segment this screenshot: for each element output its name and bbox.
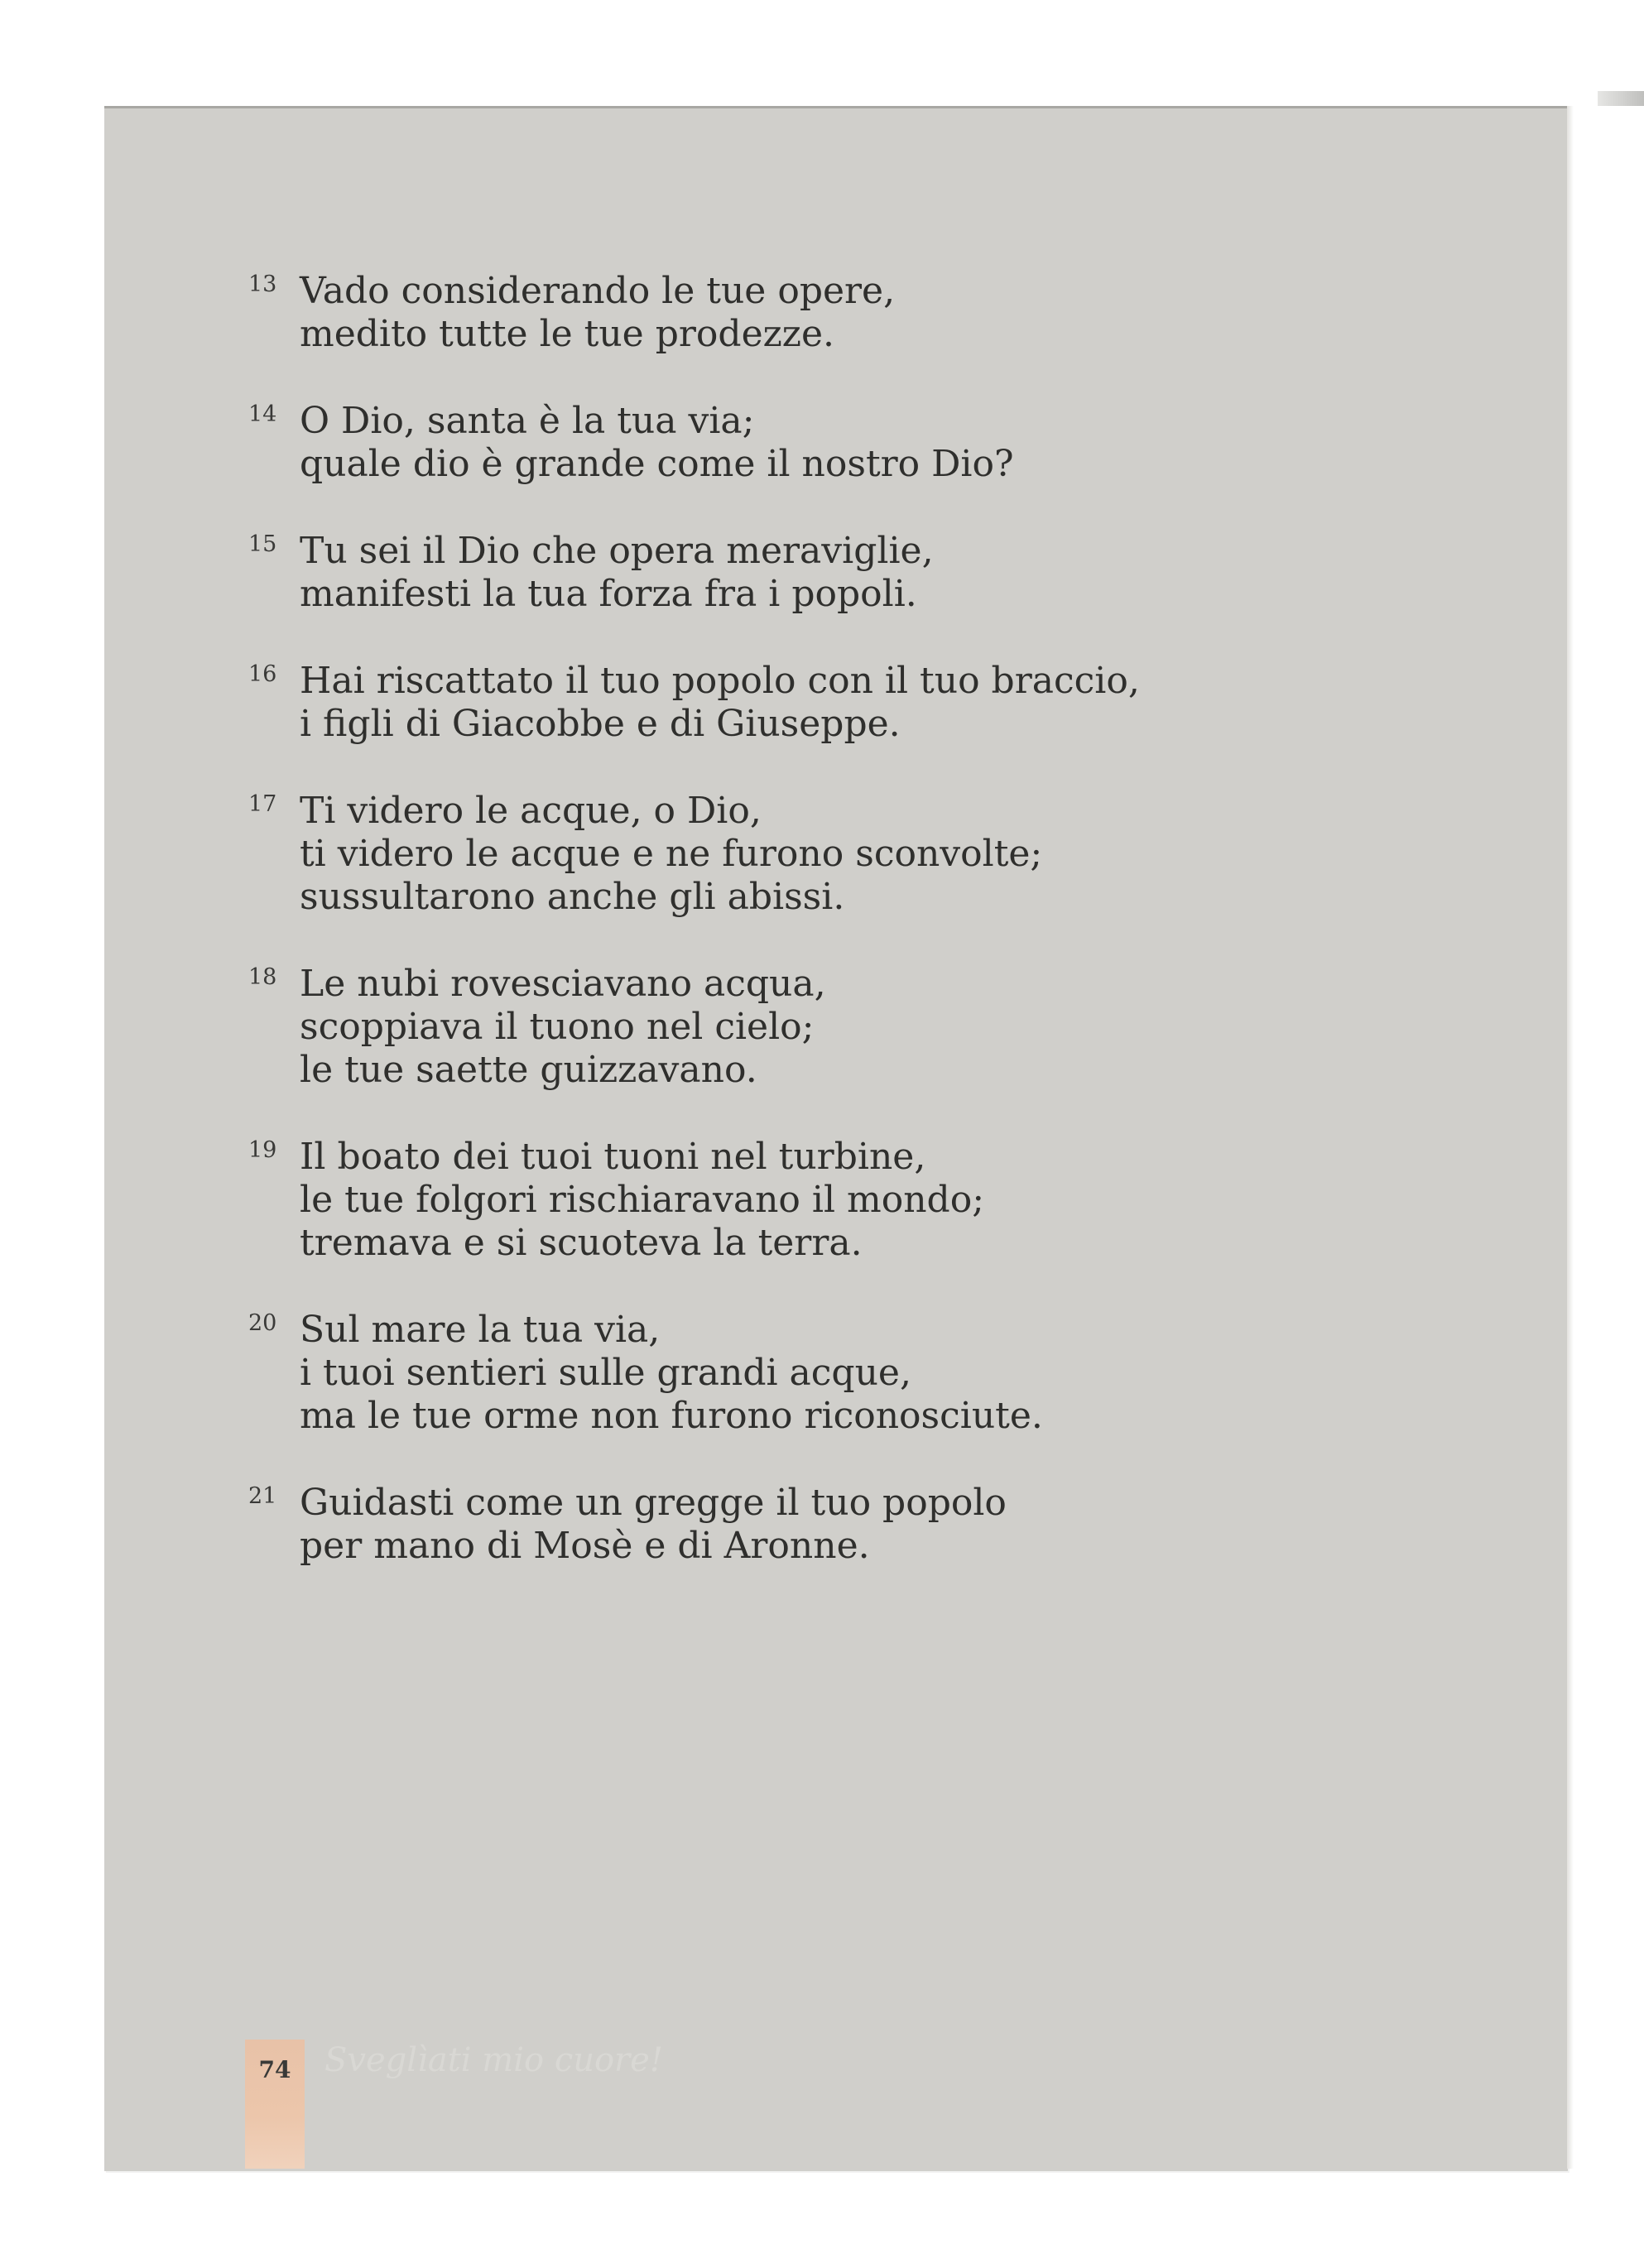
stanza-14	[248, 400, 1490, 486]
stanza-20	[248, 1309, 1490, 1438]
page-number-tab	[245, 2040, 305, 2169]
verse-line: per mano di Mosè e di Aronne.	[300, 1525, 870, 1567]
verse-line: Guidasti come un gregge il tuo popolo	[300, 1482, 1007, 1524]
verse-number: 18	[248, 964, 277, 990]
verse-number: 15	[248, 531, 277, 557]
verse-number: 21	[248, 1483, 277, 1509]
verse-line: ti videro le acque e ne furono sconvolte;	[300, 833, 1043, 875]
verse-line: le tue folgori rischiaravano il mondo;	[300, 1179, 985, 1221]
page-edge	[1567, 106, 1574, 2169]
stanza-17	[248, 790, 1490, 919]
verse-line: Hai riscattato il tuo popolo con il tuo braccio,	[300, 660, 1140, 702]
verse-line: Il boato dei tuoi tuoni nel turbine,	[300, 1136, 926, 1178]
verse-line: quale dio è grande come il nostro Dio?	[300, 443, 1014, 485]
verse-line: i figli di Giacobbe e di Giuseppe.	[300, 703, 901, 745]
verse-number: 19	[248, 1137, 277, 1163]
verse-number: 20	[248, 1310, 277, 1336]
psalm-text	[248, 270, 1490, 1612]
stanza-15	[248, 530, 1490, 616]
verse-number: 14	[248, 401, 277, 427]
verse-line: manifesti la tua forza fra i popoli.	[300, 573, 917, 615]
verse-number: 16	[248, 661, 277, 687]
verse-line: O Dio, santa è la tua via;	[300, 400, 755, 442]
stanza-19	[248, 1136, 1490, 1265]
verse-line: scoppiava il tuono nel cielo;	[300, 1006, 815, 1048]
stanza-21	[248, 1482, 1490, 1568]
verse-line: sussultarono anche gli abissi.	[300, 876, 845, 918]
verse-line: tremava e si scuoteva la terra.	[300, 1222, 863, 1264]
page-number: 74	[258, 2056, 291, 2083]
scan-corner-mark	[1598, 91, 1644, 106]
stanza-18	[248, 963, 1490, 1092]
verse-number: 13	[248, 271, 277, 297]
stanza-13	[248, 270, 1490, 356]
verse-line: Tu sei il Dio che opera meraviglie,	[300, 530, 934, 572]
verse-line: Le nubi rovesciavano acqua,	[300, 963, 826, 1005]
verse-line: Vado considerando le tue opere,	[300, 270, 896, 312]
verse-line: i tuoi sentieri sulle grandi acque,	[300, 1352, 911, 1394]
verse-line: Sul mare la tua via,	[300, 1309, 661, 1351]
verse-line: le tue saette guizzavano.	[300, 1049, 757, 1091]
verse-line: Ti videro le acque, o Dio,	[300, 790, 762, 832]
verse-line: ma le tue orme non furono riconosciute.	[300, 1395, 1043, 1437]
stanza-16	[248, 660, 1490, 746]
running-title: Sveglìati mio cuore!	[324, 2041, 663, 2079]
verse-number: 17	[248, 791, 277, 817]
verse-line: medito tutte le tue prodezze.	[300, 313, 834, 355]
